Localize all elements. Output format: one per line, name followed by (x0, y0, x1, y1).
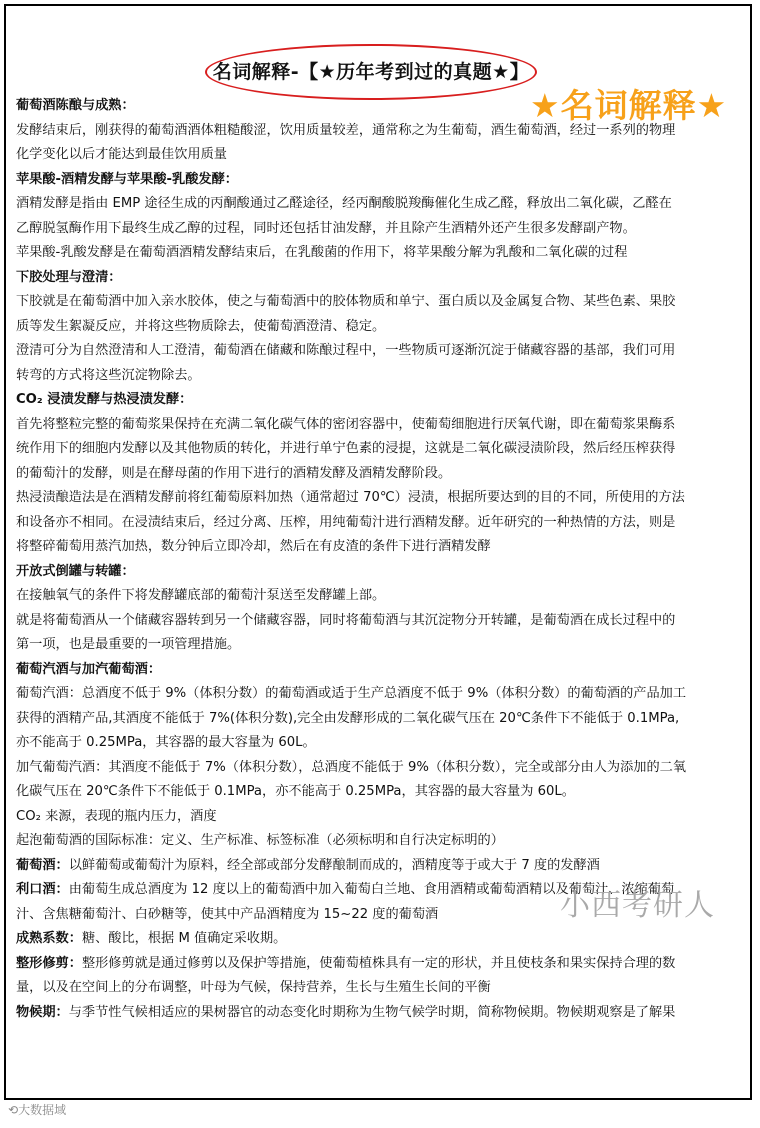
line-text: 起泡葡萄酒的国际标准：定义、生产标准、标签标准（必须标明和自行决定标明的） (16, 833, 504, 848)
line-text: 汁、含焦糖葡萄汁、白砂糖等，使其中产品酒精度为 15~22 度的葡萄酒 (16, 906, 439, 922)
text-line (16, 290, 746, 315)
logo-text: 大数据域 (18, 1103, 67, 1117)
line-text: 就是将葡萄酒从一个储藏容器转到另一个储藏容器，同时将葡萄酒与其沉淀物分开转罐，是葡萄酒在成长过程中的 (16, 612, 676, 628)
term-label: 利口酒： (16, 882, 69, 897)
text-line (16, 609, 746, 634)
line-text: 开放式倒罐与转罐： (16, 563, 135, 579)
term-label: 成熟系数： (16, 931, 82, 946)
text-line (16, 486, 746, 511)
text-line (16, 976, 746, 1001)
page-title: 名词解释-【★历年考到过的真题★】 (212, 61, 530, 83)
line-text: 葡萄汽酒与加汽葡萄酒： (16, 661, 162, 677)
text-line (16, 315, 746, 340)
section-heading (16, 388, 746, 413)
text-line (16, 829, 746, 854)
text-line (16, 731, 746, 756)
line-text: 热浸渍酿造法是在酒精发酵前将红葡萄原料加热（通常超过 70℃）浸渍，根据所要达到的目的不同，所使用的方法 (16, 490, 685, 505)
line-text: 葡萄汽酒：总酒度不低于 9%（体积分数）的葡萄酒或适于生产总酒度不低于 9%（体积分数）的葡萄酒的产品加工 (16, 686, 687, 701)
text-line (16, 511, 746, 536)
term-label: 整形修剪： (16, 955, 82, 971)
line-text: 葡萄酒陈酿与成熟： (16, 98, 135, 113)
text-line (16, 633, 746, 658)
line-text: 的葡萄汁的发酵，则是在酵母菌的作用下进行的酒精发酵及酒精发酵阶段。 (16, 465, 452, 481)
line-text: 加气葡萄汽酒：其酒度不能低于 7%（体积分数），总酒度不能低于 9%（体积分数），完全或部分由人为添加的二氧 (16, 759, 687, 775)
section-heading (16, 266, 746, 291)
line-text: 与季节性气候相适应的果树器官的动态变化时期称为生物气候学时期，简称物候期。物候期观察是了解果 (68, 1004, 676, 1020)
line-text: 首先将整粒完整的葡萄浆果保持在充满二氧化碳气体的密闭容器中，使葡萄细胞进行厌氧代谢，即在葡萄浆果酶系 (16, 416, 676, 432)
line-text: 发酵结束后，刚获得的葡萄酒酒体粗糙酸涩，饮用质量较差，通常称之为生葡萄，酒生葡萄酒，经过一系列的物理 (16, 122, 676, 138)
term-label: 葡萄酒： (16, 857, 69, 873)
section-heading (16, 168, 746, 193)
line-text: 以鲜葡萄或葡萄汁为原料，经全部或部分发酵酿制而成的，酒精度等于或大于 7 度的发酵酒 (68, 857, 600, 873)
line-text: 和设备亦不相同。在浸渍结束后，经过分离、压榨，用纯葡萄汁进行酒精发酵。近年研究的一种热情的方法，则是 (16, 514, 676, 530)
text-line (16, 339, 746, 364)
text-line (16, 854, 746, 879)
line-text: 苹果酸-酒精发酵与苹果酸-乳酸发酵： (16, 171, 238, 187)
line-text: 转弯的方式将这些沉淀物除去。 (16, 367, 201, 383)
title-block (205, 44, 537, 100)
text-line (16, 805, 746, 830)
text-line (16, 682, 746, 707)
line-text: 下胶处理与澄清： (16, 269, 122, 285)
line-text: 酒精发酵是指由 EMP 途径生成的丙酮酸通过乙醛途径，经丙酮酸脱羧酶催化生成乙醛，释放出二氧化碳，乙醛在 (16, 196, 672, 211)
text-line (16, 952, 746, 977)
text-line (16, 780, 746, 805)
line-text: 澄清可分为自然澄清和人工澄清，葡萄酒在储藏和陈酿过程中，一些物质可逐渐沉淀于储藏容器的基部，我们可用 (16, 343, 676, 358)
line-text: CO₂ 来源，表现的瓶内压力，酒度 (16, 808, 217, 824)
line-text: 下胶就是在葡萄酒中加入亲水胶体，使之与葡萄酒中的胶体物质和单宁、蛋白质以及金属复合物、某些色素、果胶 (16, 294, 676, 309)
line-text: 化学变化以后才能达到最佳饮用质量 (16, 147, 227, 162)
line-text: 糖、酸比，根据 M 值确定采收期。 (81, 931, 287, 946)
text-line (16, 217, 746, 242)
text-line (16, 584, 746, 609)
line-text: 将整碎葡萄用蒸汽加热，数分钟后立即冷却，然后在有皮渣的条件下进行酒精发酵 (16, 539, 491, 554)
text-line (16, 119, 746, 144)
text-line (16, 1001, 746, 1026)
line-text: 化碳气压在 20℃条件下不能低于 0.1MPa，亦不能高于 0.25MPa，其容器的最大容量为 60L。 (16, 784, 575, 799)
source-logo (8, 1101, 66, 1118)
text-line (16, 756, 746, 781)
text-line (16, 437, 746, 462)
line-text: 苹果酸-乳酸发酵是在葡萄酒酒精发酵结束后，在乳酸菌的作用下，将苹果酸分解为乳酸和二氧化碳的过程 (16, 245, 628, 260)
section-heading (16, 560, 746, 585)
line-text: 统作用下的细胞内发酵以及其他物质的转化，并进行单宁色素的浸提，这就是二氧化碳浸渍阶段，然后经压榨获得 (16, 441, 676, 456)
logo-icon: ⟲ (8, 1103, 19, 1117)
section-stamp: ★名词解释★ (530, 86, 728, 125)
line-text: 量，以及在空间上的分布调整，叶母为气候，保持营养，生长与生殖生长间的平衡 (16, 980, 491, 995)
line-text: 整形修剪就是通过修剪以及保护等措施，使葡萄植株具有一定的形状，并且使枝条和果实保持合理的数 (81, 955, 676, 971)
text-line (16, 241, 746, 266)
text-line (16, 192, 746, 217)
term-label: 物候期： (16, 1004, 69, 1020)
text-line (16, 143, 746, 168)
line-text: 质等发生絮凝反应，并将这些物质除去，使葡萄酒澄清、稳定。 (16, 318, 386, 334)
line-text: 在接触氧气的条件下将发酵罐底部的葡萄汁泵送至发酵罐上部。 (16, 588, 386, 603)
line-text: 第一项，也是最重要的一项管理措施。 (16, 637, 241, 652)
line-text: 亦不能高于 0.25MPa，其容器的最大容量为 60L。 (16, 735, 316, 750)
text-line (16, 535, 746, 560)
watermark: 小西考研人 (560, 888, 715, 923)
line-text: 乙醇脱氢酶作用下最终生成乙醇的过程，同时还包括甘油发酵，并且除产生酒精外还产生很多发酵副产物。 (16, 220, 636, 236)
text-line (16, 927, 746, 952)
text-line (16, 462, 746, 487)
section-heading (16, 658, 746, 683)
text-line (16, 364, 746, 389)
text-line (16, 413, 746, 438)
line-text: 获得的酒精产品,其酒度不能低于 7%(体积分数),完全由发酵形成的二氧化碳气压在 20℃条件下不能低于 0.1MPa, (16, 710, 680, 726)
line-text: 由葡萄生成总酒度为 12 度以上的葡萄酒中加入葡萄白兰地、食用酒精或葡萄酒精以及葡萄汁、浓缩葡萄 (68, 882, 675, 897)
section-heading (16, 94, 746, 119)
line-text: CO₂ 浸渍发酵与热浸渍发酵： (16, 392, 193, 407)
text-line (16, 707, 746, 732)
